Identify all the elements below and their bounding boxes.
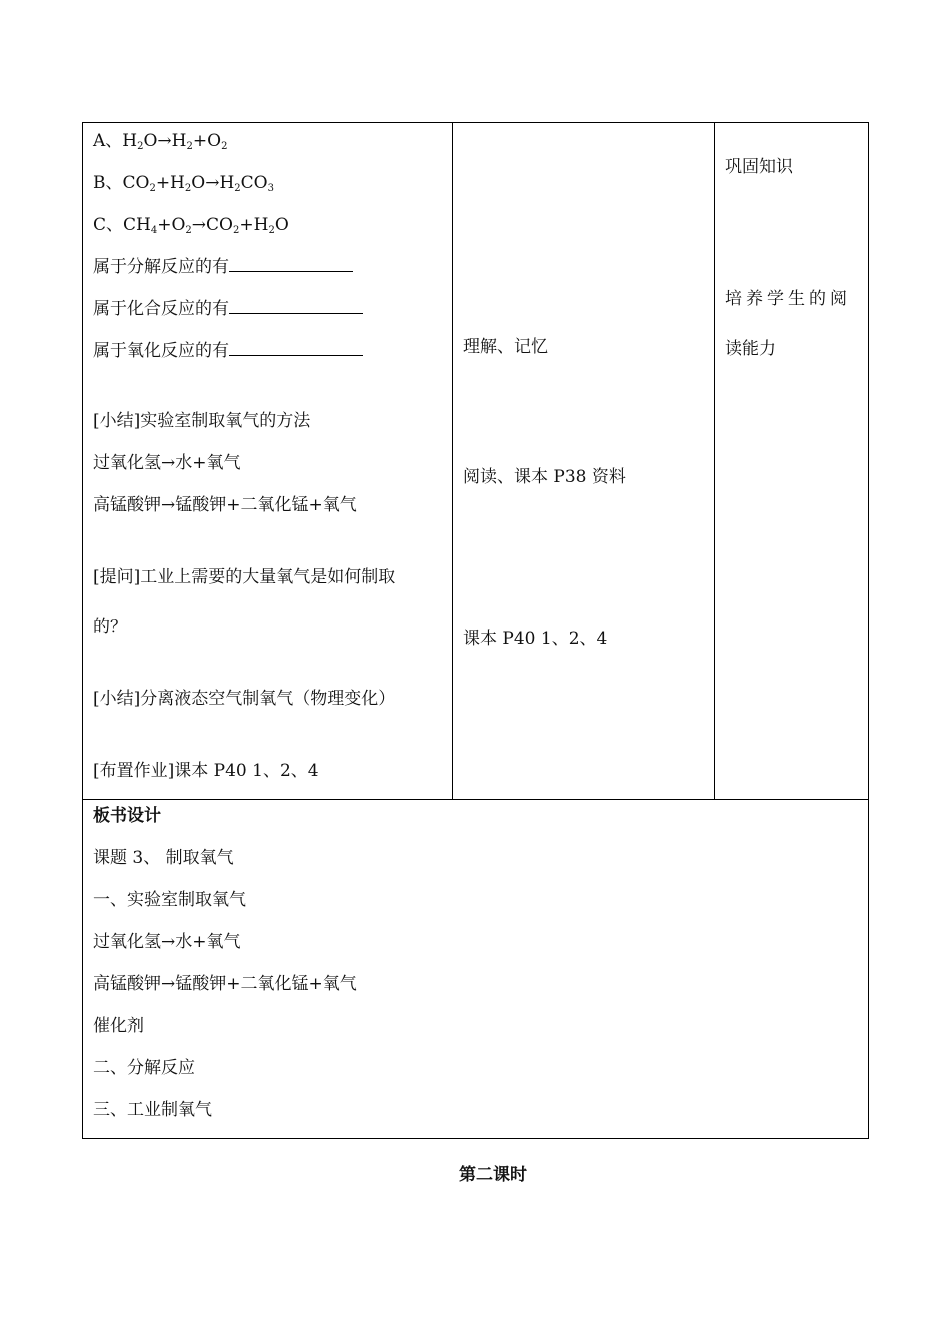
board-section-2: 二、分解反应 xyxy=(93,1058,195,1078)
board-design-cell xyxy=(83,800,869,1139)
intent-consolidate: 巩固知识 xyxy=(725,157,793,177)
student-activity-cell xyxy=(453,123,715,800)
question-industrial-line1: [提问]工业上需要的大量氧气是如何制取 xyxy=(93,567,396,587)
student-exercise: 课本 P40 1、2、4 xyxy=(463,629,608,649)
summary-lab-title: [小结]实验室制取氧气的方法 xyxy=(93,411,311,431)
board-eq1: 过氧化氢→水+氧气 xyxy=(93,932,241,952)
answer-blank[interactable] xyxy=(229,299,363,314)
homework: [布置作业]课本 P40 1、2、4 xyxy=(93,761,319,781)
second-lesson-heading: 第二课时 xyxy=(459,1165,527,1185)
answer-blank[interactable] xyxy=(229,341,363,356)
lesson-table xyxy=(82,122,869,1139)
arrow-icon: → xyxy=(157,131,172,151)
board-section-3: 三、工业制氧气 xyxy=(93,1100,212,1120)
arrow-icon: → xyxy=(191,215,207,235)
summary-industrial: [小结]分离液态空气制氧气（物理变化） xyxy=(93,689,396,709)
equation-b: B、$CO_2+H_2O\to H_2CO_3$ xyxy=(93,173,274,194)
question-oxidation: 属于氧化反应的有 xyxy=(93,341,363,361)
board-design-title: 板书设计 xyxy=(93,806,161,826)
board-lesson-title: 课题 3、 制取氧气 xyxy=(93,848,234,868)
answer-blank[interactable] xyxy=(229,257,353,272)
board-eq2: 高锰酸钾→锰酸钾+二氧化锰+氧气 xyxy=(93,974,357,994)
question-industrial-line2: 的？ xyxy=(93,617,127,637)
question-decomposition: 属于分解反应的有 xyxy=(93,257,353,277)
board-section-1: 一、实验室制取氧气 xyxy=(93,890,246,910)
board-design-row xyxy=(83,800,869,1139)
teacher-activity-cell xyxy=(83,123,453,800)
intent-reading-line2: 读能力 xyxy=(725,339,776,359)
activity-row xyxy=(83,123,869,800)
student-understand: 理解、记忆 xyxy=(463,337,548,357)
design-intent-cell xyxy=(715,123,869,800)
arrow-icon: → xyxy=(205,173,220,193)
question-combination: 属于化合反应的有 xyxy=(93,299,363,319)
summary-lab-eq2: 高锰酸钾→锰酸钾+二氧化锰+氧气 xyxy=(93,495,357,515)
board-catalyst: 催化剂 xyxy=(93,1016,144,1036)
student-read: 阅读、课本 P38 资料 xyxy=(463,467,626,487)
equation-c: C、$CH_4+O_2\to CO_2+H_2O$ xyxy=(93,215,289,236)
intent-reading-line1: 培养学生的阅 xyxy=(725,289,851,309)
summary-lab-eq1: 过氧化氢→水+氧气 xyxy=(93,453,241,473)
equation-a: A、$H_2O\to H_2+O_2$ xyxy=(93,131,228,152)
